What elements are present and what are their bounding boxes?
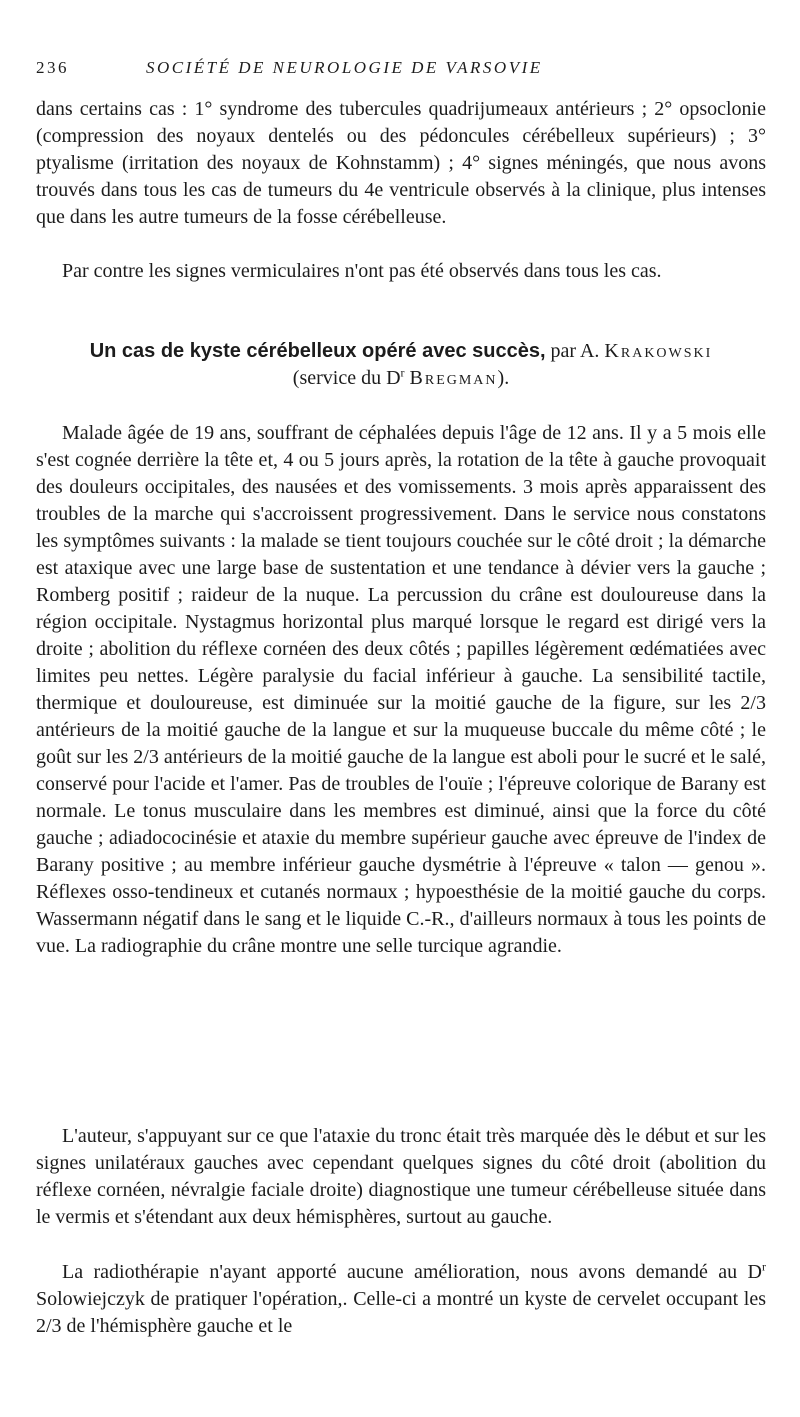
paragraph-5 [36,1259,766,1340]
paragraph-3: Malade âgée de 19 ans, souffrant de céphalées depuis l'âge de 12 ans. Il y a 5 mois elle s'est cognée derrière la tête et, 4 ou 5 jours après, la rotation de la tête à gauche provoquait des douleurs occipitales, des nausées et des vomissements. 3 mois après apparaissent des troubles de la marche qui s'accroissent progressivement. Dans le service nous constatons les symptômes suivants : la malade se tient toujours couchée sur le côté droit ; la démarche est ataxique avec une large base de sustentation et une tendance à dévier vers la gauche ; Romberg positif ; raideur de la nuque. La percussion du crâne est douloureuse dans la région occipitale. Nystagmus horizontal plus marqué lorsque le regard est dirigé vers la droite ; abolition du réflexe cornéen des deux côtés ; papilles légèrement œdématiées avec limites peu nettes. Légère paralysie du facial inférieur à gauche. La sensibilité tactile, thermique et douloureuse, est diminuée sur la moitié gauche de la figure, sur les 2/3 antérieurs de la moitié gauche de la langue et sur la muqueuse buccale du même côté ; le goût sur les 2/3 antérieurs de la moitié gauche de la langue est aboli pour le sucré et le salé, conservé pour l'acide et l'amer. Pas de troubles de l'ouïe ; l'épreuve colorique de Barany est normale. Le tonus musculaire dans les membres est diminué, ainsi que la force du côté gauche ; adiadococinésie et ataxie du membre supérieur gauche avec épreuve de l'index de Barany positive ; au membre inférieur gauche dysmétrie à l'épreuve « talon — genou ». Réflexes osso-tendineux et cutanés normaux ; hypoesthésie de la moitié gauche du corps. Wassermann négatif dans le sang et le liquide C.-R., d'ailleurs normaux à tous les points de vue. La radiographie du crâne montre une selle turcique agrandie. [36,422,766,957]
service-name: Bregman [409,367,498,389]
paragraph-5-prefix: La radiothérapie n'ayant apporté aucune amélioration, nous avons demandé au D [62,1261,762,1283]
page-number: 236 [36,58,69,77]
paragraph-2: Par contre les signes vermiculaires n'ont pas été observés dans tous les cas. [62,260,662,282]
article-by: par A. [550,340,600,362]
paragraph-1: dans certains cas : 1° syndrome des tubercules quadrijumeaux antérieurs ; 2° opsoclonie (compression des noyaux dentelés ou des pédoncules cérébelleux supérieurs) ; 3° ptyalisme (irritation des noyaux de Kohnstamm) ; 4° signes méningés, que nous avons trouvés dans tous les cas de tumeurs du 4e ventricule observés à la clinique, plus intenses que dans les autre tumeurs de la fosse cérébelleuse. [36,98,766,228]
paragraph-4: L'auteur, s'appuyant sur ce que l'ataxie du tronc était très marquée dès le début et sur les signes unilatéraux gauches avec cependant quelques signes du côté droit (abolition du réflexe cornéen, névralgie faciale droite) diagnostique une tumeur cérébelleuse située dans le vermis et s'étendant aux deux hémisphères, surtout au gauche. [36,1125,766,1228]
article-service [36,365,766,392]
running-head-title: SOCIÉTÉ DE NEUROLOGIE DE VARSOVIE [146,58,543,77]
paragraph-5-sup: r [762,1259,766,1274]
paragraph-5-suffix: Solowiejczyk de pratiquer l'opération,. Celle-ci a montré un kyste de cervelet occupant les 2/3 de l'hémisphère gauche et le [36,1288,766,1337]
running-head [36,58,766,82]
service-prefix: (service du D [292,367,401,389]
article-author: Krakowski [604,340,713,362]
service-sup: r [400,365,405,380]
article-title: Un cas de kyste cérébelleux opéré avec succès, [89,340,546,362]
article-heading [36,338,766,392]
service-suffix: ). [497,367,510,389]
